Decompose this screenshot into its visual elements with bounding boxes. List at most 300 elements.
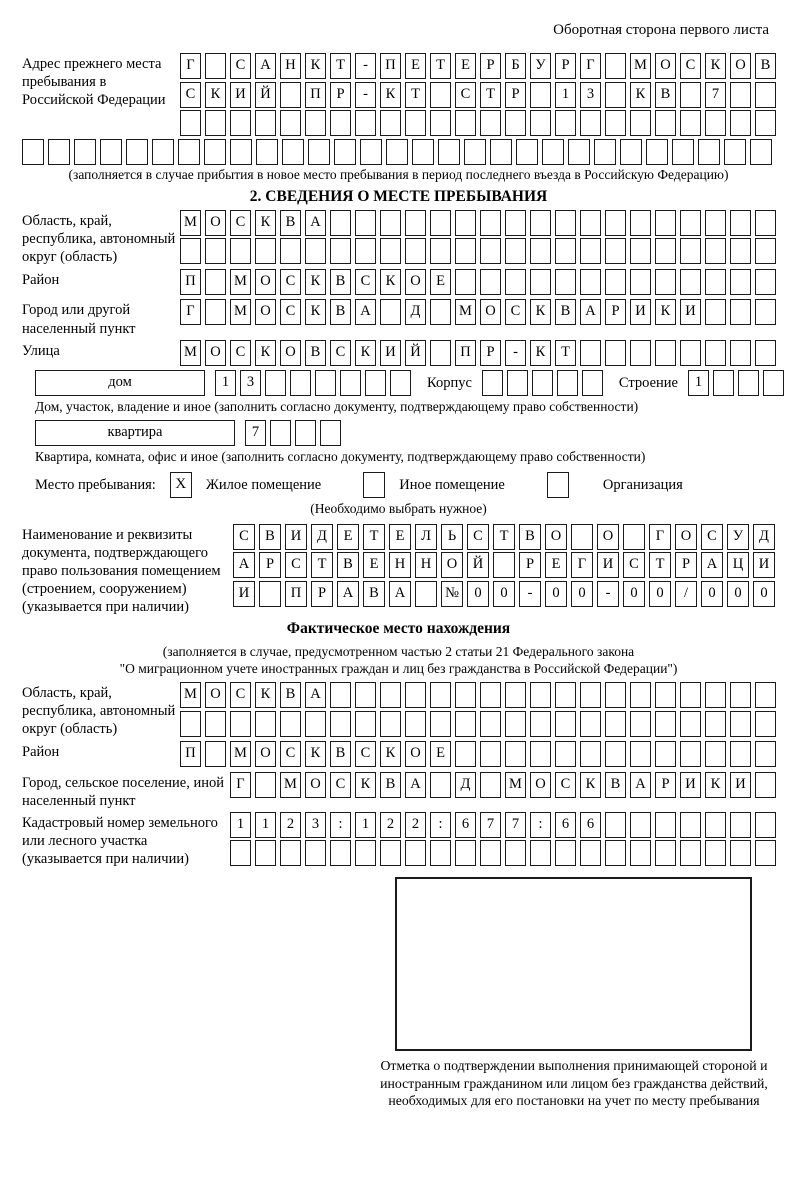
apartment-row — [22, 420, 775, 446]
char-box: Т — [430, 53, 451, 79]
char-box — [630, 340, 651, 366]
char-box: С — [330, 340, 351, 366]
char-box: С — [701, 524, 723, 550]
char-box: 1 — [215, 370, 236, 396]
char-box: Т — [493, 524, 515, 550]
char-box — [430, 82, 451, 108]
char-box — [655, 812, 676, 838]
char-box: Г — [180, 299, 201, 325]
char-box: К — [530, 340, 551, 366]
city-row[interactable] — [180, 299, 776, 325]
char-box — [630, 238, 651, 264]
char-box: И — [233, 581, 255, 607]
char-box: Й — [255, 82, 276, 108]
char-box: Р — [259, 552, 281, 578]
char-box: В — [280, 210, 301, 236]
char-box: С — [355, 741, 376, 767]
char-box: О — [441, 552, 463, 578]
char-box — [230, 840, 251, 866]
char-box — [655, 741, 676, 767]
char-box — [204, 139, 226, 165]
char-box — [571, 524, 593, 550]
char-box: Д — [405, 299, 426, 325]
char-box — [530, 840, 551, 866]
char-box — [330, 210, 351, 236]
char-box — [555, 238, 576, 264]
char-box: Р — [330, 82, 351, 108]
char-box: Е — [389, 524, 411, 550]
cadastral-row-2[interactable] — [230, 840, 776, 866]
district-block — [22, 269, 775, 298]
char-box — [380, 682, 401, 708]
actual-district-row[interactable] — [180, 741, 776, 767]
char-box — [530, 711, 551, 737]
char-box: У — [727, 524, 749, 550]
char-box: О — [255, 269, 276, 295]
char-box — [505, 110, 526, 136]
char-box: О — [675, 524, 697, 550]
char-box — [505, 711, 526, 737]
char-box: О — [255, 741, 276, 767]
char-box — [355, 110, 376, 136]
char-box: Т — [480, 82, 501, 108]
char-box — [405, 210, 426, 236]
char-box — [255, 840, 276, 866]
char-box — [755, 210, 776, 236]
char-box — [582, 370, 603, 396]
char-box: И — [597, 552, 619, 578]
char-box — [230, 711, 251, 737]
char-box — [680, 82, 701, 108]
char-box: 0 — [753, 581, 775, 607]
char-box: Р — [605, 299, 626, 325]
document-row-1[interactable] — [233, 524, 775, 550]
char-box — [380, 840, 401, 866]
char-box: 0 — [571, 581, 593, 607]
char-box — [730, 299, 751, 325]
char-box — [355, 711, 376, 737]
char-box: О — [597, 524, 619, 550]
char-box — [705, 340, 726, 366]
prev-address-row-3[interactable] — [180, 110, 776, 136]
char-box — [630, 682, 651, 708]
char-box: 1 — [255, 812, 276, 838]
document-row-3[interactable] — [233, 581, 775, 607]
char-box: Н — [415, 552, 437, 578]
char-box: Г — [580, 53, 601, 79]
char-box: 2 — [380, 812, 401, 838]
char-box: Е — [455, 53, 476, 79]
char-box — [320, 420, 341, 446]
char-box: А — [337, 581, 359, 607]
char-box: 1 — [688, 370, 709, 396]
char-box — [340, 370, 361, 396]
char-box — [280, 238, 301, 264]
char-box — [620, 139, 642, 165]
char-box — [280, 110, 301, 136]
char-box — [100, 139, 122, 165]
char-box: Р — [311, 581, 333, 607]
char-box — [755, 741, 776, 767]
char-box — [405, 238, 426, 264]
char-box — [646, 139, 668, 165]
char-box — [480, 269, 501, 295]
document-block — [22, 524, 775, 617]
apartment-caption: Квартира, комната, офис и иное (заполнить согласно документу, подтверждающему право собственности) — [35, 449, 646, 464]
char-box: 6 — [555, 812, 576, 838]
cadastral-block — [22, 812, 775, 869]
house-number-row[interactable] — [215, 370, 411, 396]
header-note: Оборотная сторона первого листа — [553, 22, 769, 38]
stay-option-organization-label: Организация — [602, 476, 683, 493]
char-box — [605, 53, 626, 79]
char-box — [480, 711, 501, 737]
korpus-row[interactable] — [482, 370, 603, 396]
char-box: К — [630, 82, 651, 108]
street-label: Улица — [22, 342, 60, 359]
char-box: О — [205, 210, 226, 236]
char-box: 0 — [649, 581, 671, 607]
char-box — [180, 110, 201, 136]
char-box — [568, 139, 590, 165]
char-box: М — [180, 340, 201, 366]
char-box: В — [555, 299, 576, 325]
char-box — [605, 269, 626, 295]
char-box — [480, 840, 501, 866]
char-box — [530, 82, 551, 108]
district-row[interactable] — [180, 269, 776, 295]
char-box: К — [255, 682, 276, 708]
char-box: Т — [311, 552, 333, 578]
char-box: А — [389, 581, 411, 607]
char-box — [355, 210, 376, 236]
char-box: А — [630, 772, 651, 798]
char-box — [334, 139, 356, 165]
char-box: Т — [363, 524, 385, 550]
char-box: К — [380, 82, 401, 108]
char-box — [630, 812, 651, 838]
apartment-type-box[interactable]: квартира — [35, 420, 235, 446]
stay-type-label: Место пребывания: — [35, 476, 156, 493]
stay-option-organization-checkbox[interactable] — [547, 472, 569, 498]
char-box — [355, 682, 376, 708]
char-box — [605, 741, 626, 767]
char-box: К — [380, 741, 401, 767]
char-box: Т — [405, 82, 426, 108]
char-box: М — [630, 53, 651, 79]
char-box — [630, 711, 651, 737]
char-box: С — [505, 299, 526, 325]
char-box — [430, 110, 451, 136]
char-box — [755, 711, 776, 737]
char-box — [655, 238, 676, 264]
stay-type-caption: (Необходимо выбрать нужное) — [310, 500, 487, 516]
char-box — [530, 741, 551, 767]
cadastral-row-1[interactable] — [230, 812, 776, 838]
actual-city-label: Город, сельское поселение, иной населенный пункт — [22, 774, 225, 809]
char-box: Г — [571, 552, 593, 578]
document-label: Наименование и реквизиты документа, подтверждающего право пользования помещением (строением, сооружением) (указывается при наличии) — [22, 526, 221, 616]
char-box: В — [305, 340, 326, 366]
char-box — [580, 238, 601, 264]
char-box — [295, 420, 316, 446]
char-box: Р — [480, 340, 501, 366]
char-box: : — [430, 812, 451, 838]
char-box — [605, 812, 626, 838]
actual-district-block — [22, 741, 775, 770]
prev-address-block — [22, 53, 775, 139]
char-box — [580, 110, 601, 136]
char-box: С — [280, 269, 301, 295]
char-box: М — [505, 772, 526, 798]
char-box — [505, 682, 526, 708]
char-box — [680, 340, 701, 366]
char-box — [680, 682, 701, 708]
char-box — [755, 340, 776, 366]
char-box: Й — [405, 340, 426, 366]
char-box: Т — [649, 552, 671, 578]
korpus-label: Корпус — [427, 375, 472, 392]
region-block — [22, 210, 775, 267]
char-box — [705, 238, 726, 264]
char-box — [630, 741, 651, 767]
char-box: С — [455, 82, 476, 108]
char-box — [178, 139, 200, 165]
char-box — [680, 238, 701, 264]
char-box — [455, 741, 476, 767]
char-box — [555, 269, 576, 295]
char-box: К — [705, 772, 726, 798]
char-box — [505, 269, 526, 295]
char-box — [705, 840, 726, 866]
char-box: О — [730, 53, 751, 79]
actual-location-title: Фактическое место нахождения — [286, 620, 511, 638]
char-box: П — [305, 82, 326, 108]
char-box — [680, 812, 701, 838]
char-box — [330, 238, 351, 264]
char-box — [255, 110, 276, 136]
char-box: 3 — [305, 812, 326, 838]
char-box: Л — [415, 524, 437, 550]
char-box: Й — [467, 552, 489, 578]
char-box: 6 — [455, 812, 476, 838]
char-box — [180, 711, 201, 737]
prev-address-row-2[interactable] — [180, 82, 776, 108]
prev-address-caption: (заполняется в случае прибытия в новое место пребывания в период последнего въезда в Российскую Федерацию) — [68, 167, 729, 182]
char-box — [680, 110, 701, 136]
char-box: Д — [311, 524, 333, 550]
char-box — [680, 269, 701, 295]
char-box: - — [355, 53, 376, 79]
char-box: С — [233, 524, 255, 550]
char-box — [655, 840, 676, 866]
char-box — [282, 139, 304, 165]
house-type-box[interactable]: дом — [35, 370, 205, 396]
char-box: Р — [519, 552, 541, 578]
char-box: : — [530, 812, 551, 838]
actual-region-row-1[interactable] — [180, 682, 776, 708]
char-box: Н — [389, 552, 411, 578]
actual-region-row-2[interactable] — [180, 711, 776, 737]
char-box — [464, 139, 486, 165]
char-box — [532, 370, 553, 396]
char-box: О — [530, 772, 551, 798]
char-box — [605, 110, 626, 136]
char-box: И — [285, 524, 307, 550]
actual-city-row[interactable] — [230, 772, 776, 798]
char-box: М — [280, 772, 301, 798]
document-row-2[interactable] — [233, 552, 775, 578]
char-box: М — [230, 741, 251, 767]
house-row — [22, 370, 775, 396]
char-box — [405, 110, 426, 136]
char-box — [455, 269, 476, 295]
char-box — [365, 370, 386, 396]
char-box: - — [519, 581, 541, 607]
char-box — [530, 238, 551, 264]
char-box — [438, 139, 460, 165]
char-box: М — [180, 210, 201, 236]
char-box: В — [655, 82, 676, 108]
char-box: С — [280, 741, 301, 767]
street-row[interactable] — [180, 340, 776, 366]
char-box: А — [580, 299, 601, 325]
char-box: Р — [505, 82, 526, 108]
char-box — [305, 711, 326, 737]
char-box: Е — [363, 552, 385, 578]
char-box — [605, 238, 626, 264]
char-box: В — [280, 682, 301, 708]
house-caption: Дом, участок, владение и иное (заполнить согласно документу, подтверждающему право собственности) — [35, 399, 639, 415]
char-box: 7 — [480, 812, 501, 838]
char-box — [480, 741, 501, 767]
prev-address-row-1[interactable] — [180, 53, 776, 79]
char-box: В — [330, 269, 351, 295]
region-row-1[interactable] — [180, 210, 776, 236]
char-box — [415, 581, 437, 607]
apartment-number-row[interactable] — [245, 420, 341, 446]
stroenie-label: Строение — [618, 375, 678, 392]
char-box: Г — [180, 53, 201, 79]
char-box: Е — [545, 552, 567, 578]
char-box: О — [655, 53, 676, 79]
char-box — [505, 210, 526, 236]
char-box — [505, 840, 526, 866]
char-box — [280, 840, 301, 866]
char-box: С — [230, 340, 251, 366]
char-box: Р — [480, 53, 501, 79]
char-box — [680, 711, 701, 737]
char-box — [580, 711, 601, 737]
char-box: О — [480, 299, 501, 325]
char-box: И — [630, 299, 651, 325]
char-box — [405, 840, 426, 866]
char-box — [555, 711, 576, 737]
char-box — [705, 711, 726, 737]
prev-address-row-4[interactable] — [22, 139, 775, 165]
char-box — [755, 772, 776, 798]
char-box: М — [455, 299, 476, 325]
char-box: И — [230, 82, 251, 108]
char-box: 1 — [355, 812, 376, 838]
char-box — [557, 370, 578, 396]
char-box — [405, 682, 426, 708]
char-box: К — [255, 210, 276, 236]
char-box — [605, 82, 626, 108]
char-box — [455, 238, 476, 264]
char-box: Д — [455, 772, 476, 798]
char-box — [530, 682, 551, 708]
char-box: В — [259, 524, 281, 550]
char-box — [555, 840, 576, 866]
char-box — [730, 82, 751, 108]
char-box — [580, 840, 601, 866]
char-box — [555, 741, 576, 767]
char-box — [605, 711, 626, 737]
char-box: А — [305, 682, 326, 708]
char-box: Р — [675, 552, 697, 578]
char-box — [280, 711, 301, 737]
char-box: - — [597, 581, 619, 607]
char-box — [430, 299, 451, 325]
char-box — [305, 110, 326, 136]
char-box: И — [680, 772, 701, 798]
char-box — [530, 110, 551, 136]
char-box: В — [330, 299, 351, 325]
char-box — [698, 139, 720, 165]
char-box: В — [605, 772, 626, 798]
char-box — [755, 682, 776, 708]
char-box — [705, 682, 726, 708]
char-box: С — [680, 53, 701, 79]
char-box — [48, 139, 70, 165]
char-box: О — [305, 772, 326, 798]
char-box — [290, 370, 311, 396]
char-box — [430, 840, 451, 866]
char-box — [330, 110, 351, 136]
actual-district-label: Район — [22, 744, 60, 761]
char-box — [555, 110, 576, 136]
region-row-2[interactable] — [180, 238, 776, 264]
char-box — [430, 210, 451, 236]
char-box: А — [701, 552, 723, 578]
char-box — [655, 269, 676, 295]
char-box: А — [355, 299, 376, 325]
char-box — [455, 210, 476, 236]
char-box: 0 — [545, 581, 567, 607]
char-box: Г — [230, 772, 251, 798]
char-box: О — [280, 340, 301, 366]
char-box: П — [380, 53, 401, 79]
char-box — [152, 139, 174, 165]
char-box: 1 — [230, 812, 251, 838]
char-box: Р — [555, 53, 576, 79]
char-box — [480, 772, 501, 798]
char-box: К — [305, 269, 326, 295]
stay-option-residential-checkbox[interactable]: X — [170, 472, 192, 498]
char-box — [755, 238, 776, 264]
char-box — [630, 269, 651, 295]
char-box: В — [337, 552, 359, 578]
char-box: О — [545, 524, 567, 550]
char-box — [730, 812, 751, 838]
stay-option-other-checkbox[interactable] — [363, 472, 385, 498]
char-box — [505, 238, 526, 264]
char-box: К — [655, 299, 676, 325]
char-box — [22, 139, 44, 165]
stroenie-row[interactable] — [688, 370, 784, 396]
char-box — [265, 370, 286, 396]
